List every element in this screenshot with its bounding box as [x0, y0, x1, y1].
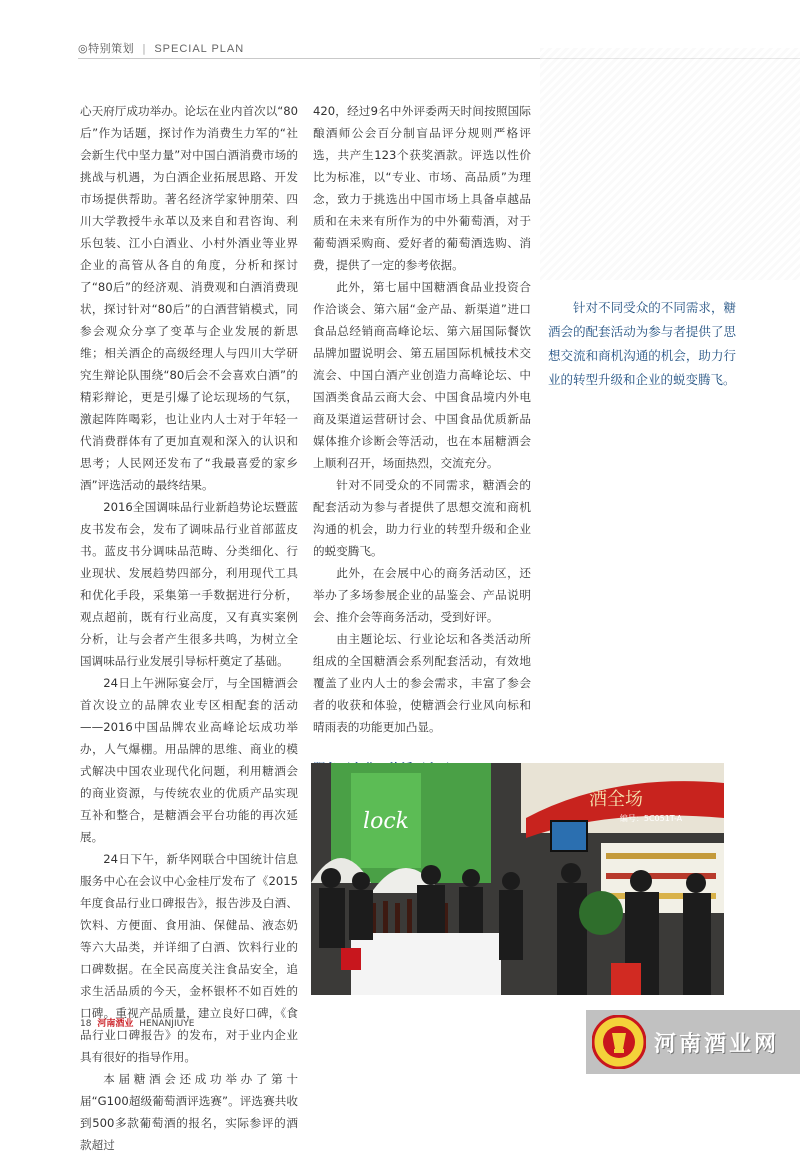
section-title-cn: ◎特别策划 [78, 42, 135, 55]
article-column-2 [313, 100, 531, 838]
paragraph: 2016全国调味品行业新趋势论坛暨蓝皮书发布会，发布了调味品行业首部蓝皮书。蓝皮书分调味品范畴、分类细化、行业现状、发展趋势四部分，利用现代工具和优化手段，采集第一手数据进行分析，观点超前，既有行业高度，又有真实案例分析，让与会者产生很多共鸣，为树立全国调味品行业发展引导标杆奠定了基础。 [80, 500, 298, 668]
booth-code: 编号：5C051T-A [619, 814, 683, 823]
pull-quote: 针对不同受众的不同需求，糖酒会的配套活动为参与者提供了思想交流和商机沟通的机会，助力行业的转型升级和企业的蜕变腾飞。 [548, 300, 736, 387]
watermark-text: 河南酒业网 [654, 1030, 780, 1057]
magazine-brand-cn: 河南酒业 [97, 1019, 134, 1029]
site-watermark [586, 1010, 800, 1074]
paragraph: 针对不同受众的不同需求，糖酒会的配套活动为参与者提供了思想交流和商机沟通的机会，助力行业的转型升级和企业的蜕变腾飞。 [313, 478, 531, 558]
magazine-brand-en: HENANJIUYE [139, 1019, 195, 1029]
paragraph: 此外，在会展中心的商务活动区，还举办了多场参展企业的品鉴会、产品说明会、推介会等商务活动，受到好评。 [313, 566, 531, 624]
expo-scene-illustration [311, 763, 724, 995]
association-seal-icon [592, 1015, 646, 1069]
paragraph: 24日上午洲际宴会厅，与全国糖酒会首次设立的品牌农业专区相配套的活动——2016中国品牌农业高峰论坛成功举办，人气爆棚。用品牌的思维、商业的模式解决中国农业现代化问题，利用糖酒会的商业资源，与传统农业的优质产品实现互补和整合，是糖酒会平台功能的再次延展。 [80, 676, 298, 844]
page-footer [80, 1016, 194, 1029]
banner-text: 酒全场 [589, 789, 643, 810]
paragraph: 420，经过9名中外评委两天时间按照国际酿酒师公会百分制盲品评分规则严格评选，共产生123个获奖酒款。评选以性价比为标准，以“专业、市场、高品质”为理念，致力于挑选出中国市场上具备卓越品质和在未来有所作为的中外葡萄酒，对于葡萄酒采购商、爱好者的葡萄酒选购、消费，提供了一定的参考依据。 [313, 104, 531, 272]
paragraph: 由主题论坛、行业论坛和各类活动所组成的全国糖酒会系列配套活动，有效地覆盖了业内人士的参会需求，丰富了参会者的收获和体验，使糖酒会行业风向标和晴雨表的功能更加凸显。 [313, 632, 531, 734]
article-column-1 [80, 100, 298, 1156]
section-title-en: SPECIAL PLAN [154, 43, 245, 55]
booth-logo: lock [363, 809, 409, 834]
paragraph: 本届糖酒会还成功举办了第十届“G100超级葡萄酒评选赛”。评选赛共收到500多款葡萄酒的报名，实际参评的酒款超过 [80, 1072, 298, 1152]
header-separator: | [142, 42, 147, 55]
page-number: 18 [80, 1019, 92, 1029]
expo-photo [311, 763, 724, 995]
paragraph: 此外，第七届中国糖酒食品业投资合作洽谈会、第六届“金产品、新渠道”进口食品总经销商高峰论坛、第六届国际餐饮品牌加盟说明会、第五届国际机械技术交流会、中国白酒产业创造力高峰论坛、中国酒类食品云商大会、中国食品境内外电商及渠道运营研讨会、中国食品优质新品媒体推介诊断会等活动，也在本届糖酒会上顺利召开，场面热烈，交流充分。 [313, 280, 531, 470]
paragraph: 心天府厅成功举办。论坛在业内首次以“80后”作为话题，探讨作为消费生力军的“社会新生代中坚力量”对中国白酒消费市场的挑战与机遇，为白酒企业拓展思路、开发市场提供帮助。著名经济学家钟朋荣、四川大学教授牛永革以及来自和君咨询、利乐包装、江小白酒业、小村外酒业等业界企业的高管从各自的角度，分析和探讨了“80后”的经济观、消费观和白酒消费现状，探讨针对“80后”的白酒营销模式，同参会观众分享了变革与企业发展的新思维；相关酒企的高级经理人与四川大学研究生辩论队围绕“80后会不会喜欢白酒”的精彩辩论，更是引爆了论坛现场的气氛，激起阵阵喝彩，也让业内人士对于年轻一代消费群体有了更加直观和深入的认识和思考；人民网还发布了“我最喜爱的家乡酒”评选活动的最终结果。 [80, 104, 298, 492]
side-texture [540, 48, 800, 280]
paragraph: 24日下午，新华网联合中国统计信息服务中心在会议中心金桂厅发布了《2015年度食品行业口碑报告》，报告涉及白酒、饮料、方便面、食用油、保健品、液态奶等六大品类，并详细了白酒、饮料行业的口碑数据。在全民高度关注食品安全，追求生活品质的今天，金杯银杯不如百姓的口碑。重视产品质量，建立良好口碑，《食品行业口碑报告》的发布，对于业内企业具有很好的指导作用。 [80, 852, 298, 1064]
section-header [78, 40, 244, 56]
